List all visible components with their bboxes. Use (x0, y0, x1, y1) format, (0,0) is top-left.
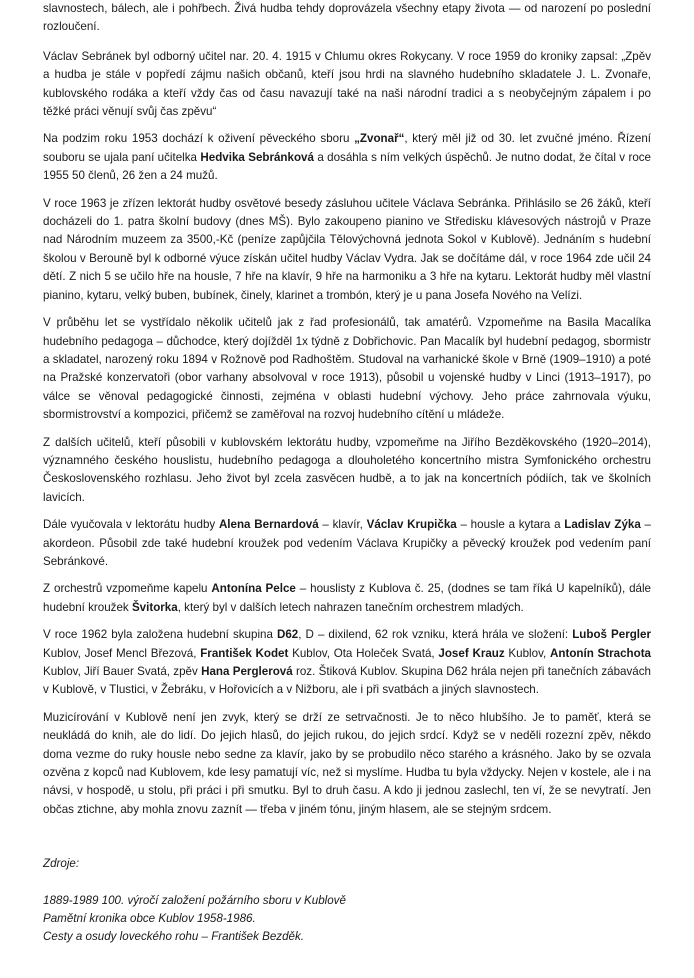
bold-name-run: František Kodet (200, 646, 289, 660)
source-item: 1889-1989 100. výročí založení požárního sboru v Kublově (43, 893, 346, 907)
document-body (43, 0, 651, 819)
text-run: , který byl v dalších letech nahrazen tanečním orchestrem mladých. (177, 600, 524, 614)
bold-name-run: Ladislav Zýka (564, 518, 641, 532)
text-run: V roce 1963 je zřízen lektorát hudby osvětové besedy zásluhou učitele Václava Sebránka. Přihlásilo se 26 žáků, kteří docházeli do 1. patra školní budovy (dnes MŠ). Bylo zakoupeno pianino ve Středisku klávesových nástrojů v Praze nad Národním muzeem za 3500,-Kč (peníze zapůjčila Tělovýchovná jednota Sokol v Kublově). Jednáním s hudební školou v Berouně byl k odborné výuce získán učitel hudby Václav Vydra. Jak se dočítáme dál, v roce 1964 zde učil 24 dětí. Z nich 5 se učilo hře na housle, 7 hře na klavír, 9 hře na harmoniku a 3 hře na kytaru. Lektorát hudby měl vlastní pianino, kytaru, velký buben, bubínek, činely, klarinet a trombón, který je u pana Josefa Nového na Velízi. (43, 196, 651, 302)
text-run: – housle a kytara a (456, 518, 565, 532)
sources-heading: Zdroje: (43, 857, 80, 871)
text-run: – klavír, (318, 518, 367, 532)
paragraph-bezdekovsky (43, 434, 651, 508)
paragraph-choir-zvonar (43, 130, 651, 185)
bold-name-run: Švitorka (131, 600, 178, 614)
bold-name-run: Josef Krauz (438, 646, 505, 660)
bold-name-run: Hana Perglerová (201, 665, 293, 678)
text-run: Muzicírování v Kublově není jen zvyk, který se drží ze setrvačnosti. Je to něco hlubšího. Je to paměť, která se neukládá do knih, ale do lidí. Do jejich hlasů, do jejich rukou, do jejich srdcí. Když se v neděli rozezní zpěv, někdo doma vezme do ruky housle nebo sedne za klavír, jako by se probudilo něco starého a krásného. Jako by se ozvala ozvěna z kopců nad Kublovem, kde lesy pamatují víc, než si myslíme. Hudba tu byla vždycky. Nejen v kostele, ale i na návsi, v hospodě, u stolu, při práci i při smutku. Byl to druh času. A kdo ji jednou zaslechl, ten ví, že se nevytratí. Jen občas ztichne, aby mohla znovu zaznít — třeba v jiném tónu, jiným hlasem, ale se stejným srdcem. (43, 710, 651, 816)
text-run: Dále vyučovala v lektorátu hudby (43, 518, 219, 532)
text-run: – akordeon. Působil zde také hudební kroužek pod vedením Václava Krupičky a pěvecký kroužek pod vedením paní Sebránkové. (43, 518, 651, 568)
bold-name-run: „Zvonař“ (354, 132, 405, 146)
paragraph-macalik (43, 314, 651, 424)
paragraph-music-memory (43, 709, 651, 819)
paragraph-music-lectorate (43, 195, 651, 305)
bold-name-run: D62 (276, 628, 299, 642)
bold-name-run: Václav Krupička (366, 518, 457, 532)
text-run: Kublov, Josef Mencl Březová, (43, 646, 201, 660)
paragraph-sebranek-chronicle (43, 48, 651, 122)
paragraph-band-d62 (43, 626, 651, 700)
text-run: Kublov, (504, 646, 550, 660)
text-run: slavnostech, bálech, ale i pohřbech. Živá hudba tehdy doprovázela všechny etapy života — od narození po poslední rozloučení. (43, 2, 651, 34)
text-run: Kublov, Ota Holeček Svatá, (288, 646, 439, 660)
text-run: Na podzim roku 1953 dochází k oživení pěveckého sboru (43, 132, 355, 146)
document-page (43, 0, 651, 947)
bold-name-run: Antonína Pelce (211, 582, 296, 596)
text-run: roz. Štiková Kublov. Skupina D62 hrála nejen při tanečních zábavách v Kublově, v Tlustici, v Žebráku, v Hořovicích a v Nižboru, ale i při svatbách a jiných slavnostech. (43, 665, 651, 697)
text-run: , který měl již od 30. let zvučné jméno. Řízení souboru se ujala paní učitelka (43, 132, 652, 164)
text-run: V roce 1962 byla založena hudební skupina (43, 628, 277, 642)
paragraph-teachers (43, 516, 651, 571)
bold-name-run: Luboš Pergler (572, 628, 651, 642)
text-run: V průběhu let se vystřídalo několik učitelů jak z řad profesionálů, tak amatérů. Vzpomeňme na Basila Macalíka hudebního pedagoga – důchodce, který dojížděl 1x týdně z Dobřichovic. Pan Macalík byl hudební pedagog, sbormistr a skladatel, narozený roku 1894 v Rožnově pod Radhoštěm. Studoval na varhanické škole v Brně (1909–1910) a poté na Pražské konzervatoři (obor varhany absolvoval v roce 1913), působil u vojenské hudby v Linci (1913–1917), po válce se věnoval pedagogické činnosti, zejména v oblasti hudební výchovy. Jeho práce zahrnovala výuku, sbormistrovství a kompozici, přičemž se zaměřoval na rozvoj hudebního cítění u mládeže. (43, 316, 651, 422)
bold-name-run: Hedvika Sebránková (200, 150, 314, 164)
text-run: a dosáhla s ním velkých úspěchů. Je nutno dodat, že čítal v roce 1955 50 členů, 26 žen a 24 mužů. (43, 150, 652, 183)
source-item: Pamětní kronika obce Kublov 1958-1986. (43, 912, 256, 926)
text-run: Kublov, Jiří Bauer Svatá, zpěv (43, 665, 202, 678)
text-run: , D – dixilend, 62 rok vzniku, která hrála ve složení: (298, 628, 573, 642)
text-run: Václav Sebránek byl odborný učitel nar. 20. 4. 1915 v Chlumu okres Rokycany. V roce 1959 do kroniky zapsal: „Zpěv a hudba je stále v popředí zájmu našich občanů, kteří jsou hrdi na slavného hudebního skladatele J. L. Zvonaře, kublovského rodáka a kteří vždy čas od času navazují také na naši národní tradici a s neobyčejným zápalem i po těžké práci věnují svůj čas zpěvu“ (43, 49, 651, 119)
text-run: Z orchestrů vzpomeňme kapelu (43, 582, 212, 596)
paragraph-orchestras (43, 580, 651, 617)
source-item: Cesty a osudy loveckého rohu – František Bezděk. (43, 930, 304, 944)
bold-name-run: Alena Bernardová (218, 518, 319, 532)
text-run: Z dalších učitelů, kteří působili v kublovském lektorátu hudby, vzpomeňme na Jiřího Bezděkovského (1920–2014), významného českého houslistu, hudebního pedagoga a dlouholetého koncertního mistra Symfonického orchestru Československého rozhlasu. Jeho život byl zcela zasvěcen hudbě, a to jak na koncertních pódiích, tak ve školních lavicích. (43, 435, 651, 504)
text-run: – houslisty z Kublova č. 25, (dodnes se tam říká U kapelníků), dále hudební kroužek (43, 582, 652, 614)
paragraph-music-tradition-intro (43, 0, 651, 37)
bold-name-run: Antonín Strachota (550, 646, 652, 660)
sources-section (43, 855, 651, 947)
